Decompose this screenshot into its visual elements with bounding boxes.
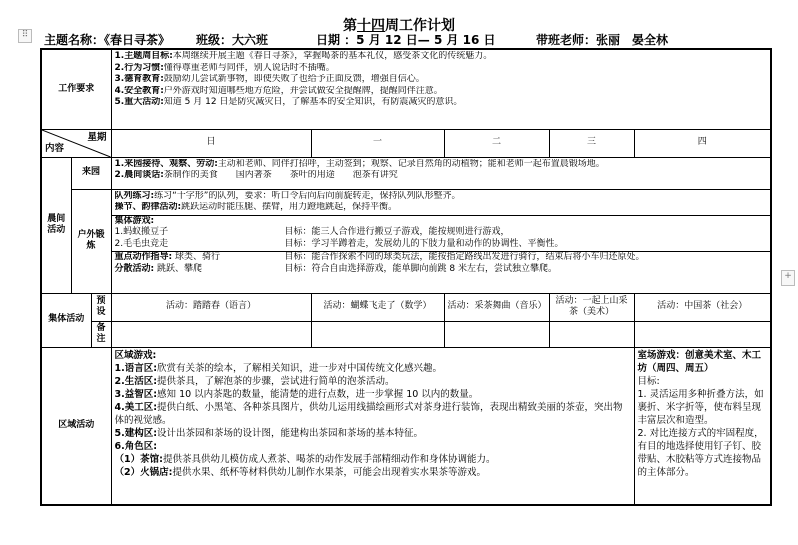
requirement-item: 1.主题周目标:本周继续开展主题《春日寻茶》，掌握喝茶的基本礼仪，感受茶文化的传统魅力。 [114,51,493,61]
meta-theme: 主题名称：《春日寻茶》 [44,33,171,47]
group-activity: 活动：蝴蝶飞走了（数学） [311,293,444,321]
group-note [111,321,311,347]
group-activity: 活动：踏踏春（语言） [111,293,311,321]
morning-label: 晨间活动 [41,157,71,293]
preset-label: 预设 [91,293,111,321]
arrival-label: 来园 [71,157,111,189]
group-preset-row [41,293,771,321]
group-activity: 活动：一起上山采茶（美术） [549,293,634,321]
meta-class: 班级：大六班 [196,33,269,47]
header-corner-cell [41,129,111,157]
meta-teacher: 带班老师：张丽 晏全林 [536,33,669,47]
area-row [41,347,771,505]
area-content: 区域游戏: 1.语言区:欣赏有关茶的绘本，了解相关知识，进一步对中国传统文化感兴趣。 2.生活区:提供茶具，了解泡茶的步骤，尝试进行简单的泡茶活动。 3.益智区:感知 10 以内茶匙的数量，能清楚的进行点数，进一步掌握 10 以内的数量。 4.美工区:提供白纸、小黑笔、各种茶具图片，供幼儿运用线描绘画形式对茶身进行装饰，表现出精致美丽的茶壶，突出物体的视觉感。 5.建构区:设计出茶园和茶场的设计图，能建构出茶园和茶场的基本特征。 6.角色区: （1）茶馆:提供茶具供幼儿模仿成人煮茶、喝茶的动作发展手部精细动作和身体协调能力。 （2）火锅店:提供水果、纸杯等材料供幼儿制作水果茶，可能会出现着实水果茶等游戏。 [111,347,634,505]
requirements-label: 工作要求 [41,49,111,129]
workshop-content: 室场游戏：创意美术室、木工坊（周四、周五） 目标: 1. 灵活运用多种折叠方法，如裹折、米字折等，使布料呈现丰富层次和造型。 2. 对比连接方式的牢固程度，有目的地选择使用钉子钉、胶带贴、木胶粘等方式连接物品的主体部分。 [634,347,771,505]
weekly-plan-table [40,48,772,506]
group-activity: 活动：中国茶（社会） [634,293,771,321]
day-header: 日 [111,129,311,157]
corner-weekday-label: 星期 [87,131,107,143]
group-note [549,321,634,347]
split-activity-item: 分散活动: 跳跃、攀爬 目标：符合自由选择游戏，能单脚向前跳 8 米左右，尝试独立攀爬。 [114,263,557,274]
day-header-row [41,129,771,157]
morning-outdoor-row [41,189,771,293]
requirement-item: 2.行为习惯:懂得尊重老师与同伴，别人说话时不插嘴。 [114,62,335,73]
group-note [311,321,444,347]
requirement-item: 3.德育教育:鼓励幼儿尝试新事物，即使失败了也给予正面反馈，增强自信心。 [114,74,425,84]
group-note [634,321,771,347]
title-suffix: 周工作计划 [385,18,455,34]
group-activity: 活动：采茶舞曲（音乐） [444,293,549,321]
area-label: 区域活动 [41,347,111,505]
table-move-handle-icon[interactable]: ⠿ [18,29,32,43]
day-header: 二 [444,129,549,157]
title-week: 十四 [357,18,385,34]
notes-label: 备注 [91,321,111,347]
key-action-item: 重点动作指导: 球类、骑行 目标：能合作探索不同的球类玩法，能按指定路线出发进行骑行，结束后将小车归还原处。 [114,252,645,262]
requirements-content [111,49,771,129]
meta-date: 日期 ：5 月 12 日— 5 月 16 日 [316,33,496,47]
requirement-item: 5.重大活动:知道 5 月 12 日是防灾减灾日，了解基本的安全知识，有防震减灾的意识。 [114,97,463,107]
morning-arrival-row [41,157,771,189]
requirement-item: 4.安全教育:户外游戏时知道哪些地方危险，并尝试做安全提醒牌，提醒同伴注意。 [114,85,443,96]
group-label: 集体活动 [41,293,91,347]
game-item: 2.毛毛虫竞走 目标：学习半蹲着走，发展幼儿的下肢力量和动作的协调性、平衡性。 [114,238,564,249]
add-column-icon[interactable]: + [781,270,795,286]
day-header: 四 [634,129,771,157]
arrival-content: 1.来园接待、观察、劳动:主动和老师、同伴打招呼，主动签到；观察、记录自然角的动植物；能和老师一起布置晨锻场地。 2.晨间谈话:茶制作的美食 国内著茶 茶叶的用途 泡茶有讲究 [111,157,771,189]
requirements-row [41,49,771,129]
outdoor-content: 队列练习:练习“十字形”的队列，要求：听口令后向后向前旋转走，保持队列队形整齐。 操节、韵律活动:跳跃运动时能压腿、摆臂，用力蹬地跳起，保持平衡。 集体游戏: 1.蚂蚁搬豆子 目标：能三人合作进行搬豆子游戏，能按规则进行游戏， 2.毛毛虫竞走 目标：学习半蹲着走，发展幼儿的下肢力量和动作的协调性、平衡性。 重点动作指导: 球类、骑行 目标：能合作探索不同的球类玩法，能按指定路线出发进行骑行，结束后将小车归还原处。 分散活动: 跳跃、攀爬 目标：符合自由选择游戏，能单脚向前跳 8 米左右，尝试独立攀爬。 [111,189,771,293]
day-header: 一 [311,129,444,157]
day-header: 三 [549,129,634,157]
game-item: 1.蚂蚁搬豆子 目标：能三人合作进行搬豆子游戏，能按规则进行游戏， [114,227,510,237]
outdoor-label: 户外锻炼 [71,189,111,293]
title-prefix: 第 [343,18,357,34]
group-note [444,321,549,347]
group-notes-row [41,321,771,347]
corner-content-label: 内容 [45,143,65,154]
